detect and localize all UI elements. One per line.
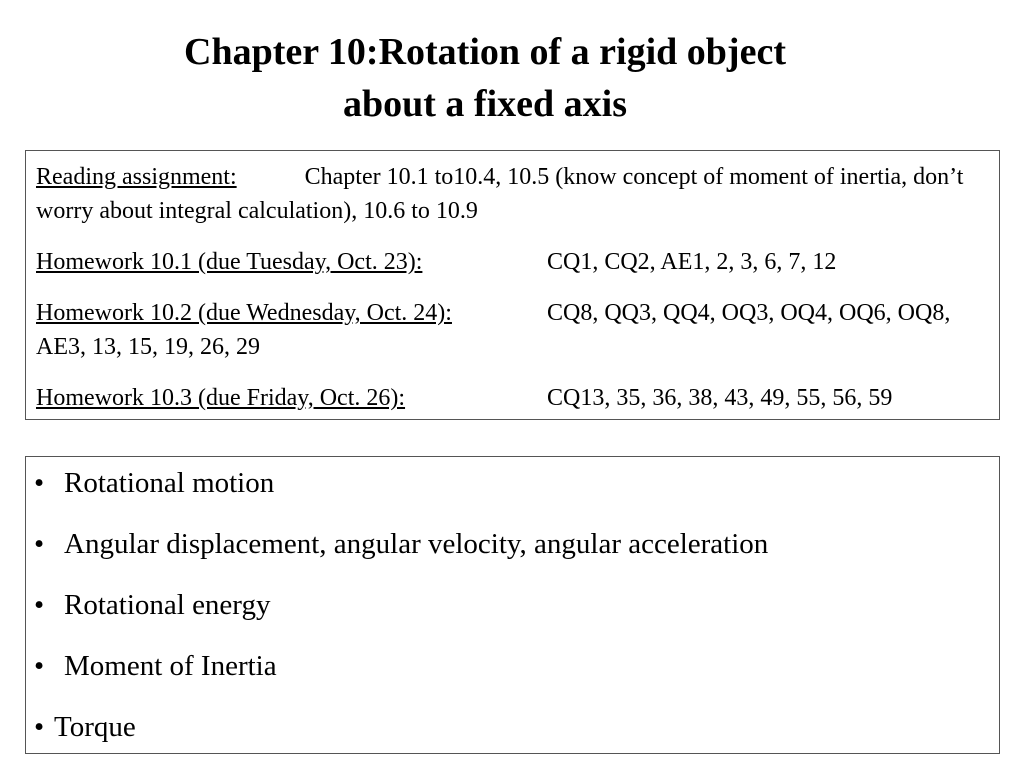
topic-item [34, 526, 999, 563]
topic-label: Moment of Inertia [64, 650, 277, 682]
topic-item [34, 709, 999, 746]
slide-title-line-1: Chapter 10:Rotation of a rigid object [184, 31, 786, 73]
topic-label: Rotational energy [64, 589, 271, 621]
homework-label: Homework 10.1 (due Tuesday, Oct. 23): [36, 249, 423, 275]
bullet-icon: • [34, 650, 45, 682]
bullet-icon: • [34, 467, 45, 499]
bullet-icon: • [34, 711, 45, 743]
homework-problems: CQ1, CQ2, AE1, 2, 3, 6, 7, 12 [547, 249, 837, 275]
slide-title [0, 26, 970, 130]
homework-label: Homework 10.3 (due Friday, Oct. 26): [36, 385, 406, 411]
topic-item [34, 587, 999, 624]
topic-label: Torque [54, 711, 136, 743]
homework-item [36, 381, 990, 415]
reading-assignment [36, 160, 990, 228]
reading-assignment-detail: Chapter 10.1 to10.4, 10.5 (know concept of moment of inertia, don’t worry about integral calculation), 10.6 to 10.9 [36, 164, 964, 224]
homework-item [36, 245, 990, 279]
topics-box [25, 456, 1000, 754]
topic-item [34, 465, 999, 502]
homework-problems: CQ13, 35, 36, 38, 43, 49, 55, 56, 59 [547, 385, 893, 411]
bullet-icon: • [34, 528, 45, 560]
topic-label: Rotational motion [64, 467, 275, 499]
topic-item [34, 648, 999, 685]
reading-assignment-label: Reading assignment: [36, 164, 237, 190]
topic-label: Angular displacement, angular velocity, angular acceleration [64, 528, 769, 560]
homework-item [36, 296, 990, 364]
slide-title-line-2: about a fixed axis [343, 83, 627, 125]
assignments-box [25, 150, 1000, 420]
homework-problems: CQ8, QQ3, QQ4, OQ3, OQ4, OQ6, OQ8, AE3, 13, 15, 19, 26, 29 [36, 300, 951, 360]
homework-label: Homework 10.2 (due Wednesday, Oct. 24): [36, 300, 452, 326]
bullet-icon: • [34, 589, 45, 621]
